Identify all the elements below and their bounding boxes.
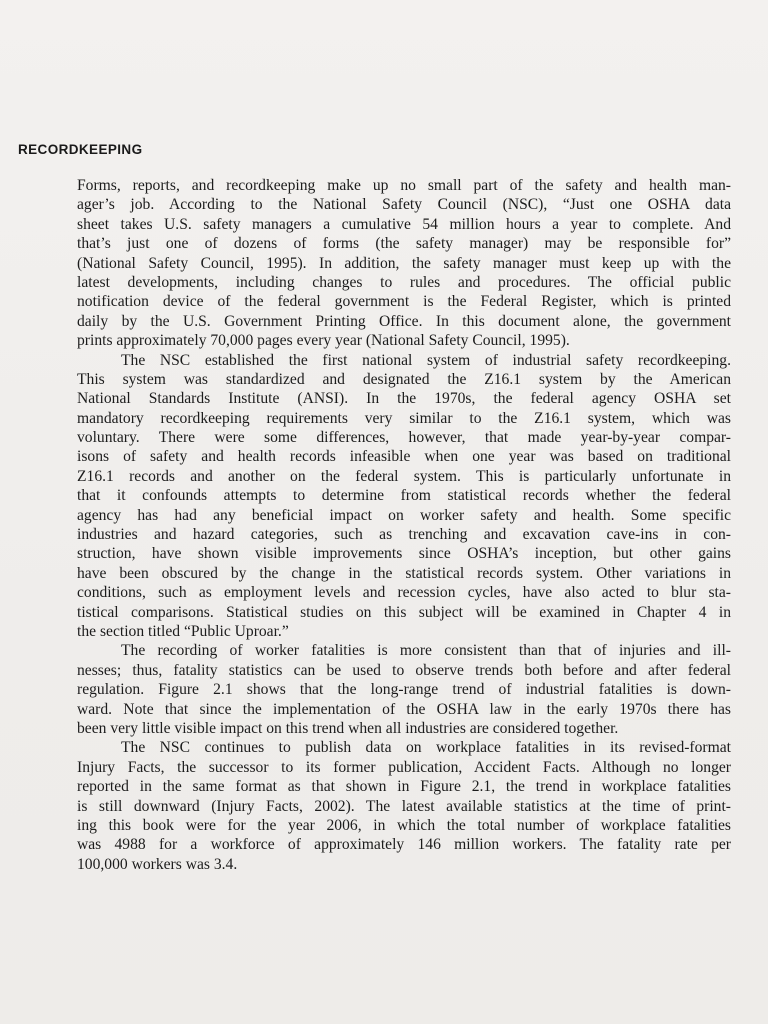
text-line: the section titled “Public Uproar.”	[77, 622, 289, 640]
text-line: voluntary. There were some differences, however, that made year-by-year compar-	[77, 429, 731, 447]
text-line: latest developments, including changes to rules and procedures. The official public	[77, 273, 731, 291]
text-line: ing this book were for the year 2006, in which the total number of workplace fatalities	[77, 816, 731, 834]
text-line: that it confounds attempts to determine from statistical records whether the federal	[77, 487, 731, 505]
text-line: was 4988 for a workforce of approximately 146 million workers. The fatality rate per	[77, 836, 731, 854]
text-line: The NSC established the first national system of industrial safety recordkeeping.	[121, 351, 731, 369]
paragraph-3	[77, 641, 731, 738]
text-line: regulation. Figure 2.1 shows that the long-range trend of industrial fatalities is down-	[77, 681, 731, 699]
text-line: that’s just one of dozens of forms (the safety manager) may be responsible for”	[77, 235, 731, 253]
body-text	[77, 176, 731, 874]
text-line: reported in the same format as that shown in Figure 2.1, the trend in workplace fatalities	[77, 778, 731, 796]
text-line: Forms, reports, and recordkeeping make up no small part of the safety and health man-	[77, 177, 731, 194]
section-heading: RECORDKEEPING	[18, 142, 143, 157]
paragraph-1	[77, 176, 731, 351]
text-line: This system was standardized and designated the Z16.1 system by the American	[77, 370, 731, 388]
text-line: Injury Facts, the successor to its former publication, Accident Facts. Although no longer	[77, 758, 731, 776]
text-line: tistical comparisons. Statistical studies on this subject will be examined in Chapter 4 in	[77, 603, 731, 621]
text-line: sheet takes U.S. safety managers a cumulative 54 million hours a year to complete. And	[77, 215, 731, 233]
text-line: notification device of the federal government is the Federal Register, which is printed	[77, 293, 731, 311]
text-line: (National Safety Council, 1995). In addition, the safety manager must keep up with the	[77, 254, 731, 272]
text-line: nesses; thus, fatality statistics can be used to observe trends both before and after federal	[77, 661, 731, 679]
text-line: 100,000 workers was 3.4.	[77, 855, 238, 873]
text-line: Z16.1 records and another on the federal system. This is particularly unfortunate in	[77, 467, 731, 485]
text-line: prints approximately 70,000 pages every year (National Safety Council, 1995).	[77, 332, 570, 350]
text-line: daily by the U.S. Government Printing Office. In this document alone, the government	[77, 312, 731, 330]
text-line: is still downward (Injury Facts, 2002). The latest available statistics at the time of print-	[77, 797, 731, 815]
text-line: industries and hazard categories, such as trenching and excavation cave-ins in con-	[77, 526, 731, 544]
text-line: isons of safety and health records infeasible when one year was based on traditional	[77, 448, 731, 466]
text-line: mandatory recordkeeping requirements very similar to the Z16.1 system, which was	[77, 409, 731, 427]
text-line: The recording of worker fatalities is more consistent than that of injuries and ill-	[121, 642, 731, 660]
text-line: ager’s job. According to the National Safety Council (NSC), “Just one OSHA data	[77, 196, 731, 214]
paragraph-4	[77, 738, 731, 874]
text-line: The NSC continues to publish data on workplace fatalities in its revised-format	[121, 739, 731, 757]
text-line: ward. Note that since the implementation of the OSHA law in the early 1970s there has	[77, 700, 731, 718]
text-line: conditions, such as employment levels and recession cycles, have also acted to blur sta-	[77, 584, 731, 602]
text-line: National Standards Institute (ANSI). In the 1970s, the federal agency OSHA set	[77, 390, 731, 408]
paragraph-2	[77, 351, 731, 642]
text-line: struction, have shown visible improvements since OSHA’s inception, but other gains	[77, 545, 731, 563]
text-line: have been obscured by the change in the statistical records system. Other variations in	[77, 564, 731, 582]
text-line: been very little visible impact on this trend when all industries are considered together.	[77, 719, 619, 737]
text-line: agency has had any beneficial impact on worker safety and health. Some specific	[77, 506, 731, 524]
